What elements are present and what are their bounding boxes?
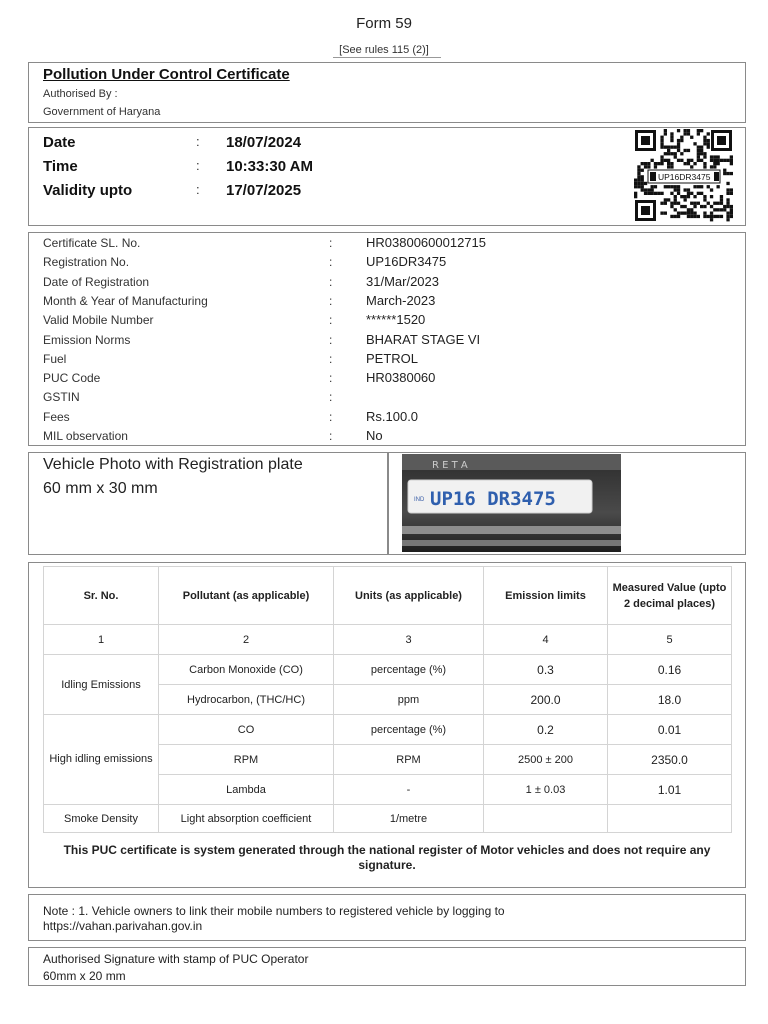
emissions-table bbox=[43, 566, 732, 833]
authority-name: Government of Haryana bbox=[43, 106, 161, 118]
table-header-row bbox=[44, 567, 732, 625]
detail-label: GSTIN bbox=[43, 390, 80, 404]
detail-label: Month & Year of Manufacturing bbox=[43, 294, 208, 308]
unit-cell: - bbox=[334, 775, 484, 805]
group-smoke-density: Smoke Density bbox=[44, 805, 159, 833]
detail-colon: : bbox=[329, 275, 333, 289]
detail-colon: : bbox=[329, 333, 333, 347]
detail-value: PETROL bbox=[366, 351, 419, 366]
detail-value: March-2023 bbox=[366, 293, 436, 308]
column-number: 1 bbox=[44, 625, 159, 655]
column-number: 2 bbox=[159, 625, 334, 655]
detail-label: Date of Registration bbox=[43, 275, 150, 289]
detail-label: Fuel bbox=[43, 352, 67, 366]
validity-label: Validity upto bbox=[43, 182, 133, 199]
signature-line-2: 60mm x 20 mm bbox=[43, 969, 126, 983]
note-text bbox=[43, 904, 505, 934]
note-line-1: Note : 1. Vehicle owners to link their mobile numbers to registered vehicle by logging to bbox=[43, 904, 505, 918]
validity-value: 17/07/2025 bbox=[226, 182, 302, 199]
detail-colon: : bbox=[329, 236, 333, 250]
detail-value: Rs.100.0 bbox=[366, 409, 419, 424]
qr-code-icon bbox=[634, 129, 733, 222]
pollutant-cell: Lambda bbox=[159, 775, 334, 805]
svg-text:R E T A: R E T A bbox=[432, 460, 468, 471]
registration-plate-text: UP16 DR3475 bbox=[430, 488, 556, 510]
header-measured: Measured Value (upto 2 decimal places) bbox=[608, 567, 732, 625]
detail-value: BHARAT STAGE VI bbox=[366, 332, 481, 347]
detail-colon: : bbox=[329, 410, 333, 424]
header-pollutant: Pollutant (as applicable) bbox=[159, 567, 334, 625]
detail-value: HR03800600012715 bbox=[366, 235, 486, 250]
column-number: 5 bbox=[608, 625, 732, 655]
detail-label: Fees bbox=[43, 410, 70, 424]
detail-colon: : bbox=[329, 429, 333, 443]
measured-cell: 1.01 bbox=[608, 775, 732, 805]
validity-colon: : bbox=[196, 182, 200, 197]
column-number: 4 bbox=[484, 625, 608, 655]
limit-cell: 1 ± 0.03 bbox=[484, 775, 608, 805]
detail-value: UP16DR3475 bbox=[366, 254, 447, 269]
table-row bbox=[44, 805, 732, 833]
detail-label: Certificate SL. No. bbox=[43, 236, 141, 250]
measured-cell bbox=[608, 805, 732, 833]
limit-cell: 200.0 bbox=[484, 685, 608, 715]
detail-colon: : bbox=[329, 352, 333, 366]
detail-colon: : bbox=[329, 294, 333, 308]
form-title: Form 59 bbox=[356, 15, 412, 32]
authorised-by-label: Authorised By : bbox=[43, 88, 118, 100]
plate-country-code: IND bbox=[414, 497, 425, 503]
certificate-title: Pollution Under Control Certificate bbox=[43, 66, 290, 83]
group-idling-emissions: Idling Emissions bbox=[44, 655, 159, 715]
limit-cell: 0.3 bbox=[484, 655, 608, 685]
unit-cell: 1/metre bbox=[334, 805, 484, 833]
pollutant-cell: CO bbox=[159, 715, 334, 745]
unit-cell: percentage (%) bbox=[334, 655, 484, 685]
detail-label: MIL observation bbox=[43, 429, 128, 443]
detail-colon: : bbox=[329, 255, 333, 269]
pollutant-cell: Hydrocarbon, (THC/HC) bbox=[159, 685, 334, 715]
time-label: Time bbox=[43, 158, 78, 175]
measured-cell: 0.16 bbox=[608, 655, 732, 685]
pollutant-cell: Carbon Monoxide (CO) bbox=[159, 655, 334, 685]
signature-line-1: Authorised Signature with stamp of PUC Operator bbox=[43, 952, 309, 966]
measured-cell: 2350.0 bbox=[608, 745, 732, 775]
pollutant-cell: Light absorption coefficient bbox=[159, 805, 334, 833]
unit-cell: RPM bbox=[334, 745, 484, 775]
form-rules: [See rules 115 (2)] bbox=[339, 44, 429, 56]
column-number-row bbox=[44, 625, 732, 655]
time-value: 10:33:30 AM bbox=[226, 158, 313, 175]
detail-label: Registration No. bbox=[43, 255, 130, 269]
photo-divider bbox=[387, 452, 389, 555]
signature-text bbox=[43, 951, 308, 985]
date-value: 18/07/2024 bbox=[226, 134, 302, 151]
table-row bbox=[44, 715, 732, 745]
detail-colon: : bbox=[329, 390, 333, 404]
time-colon: : bbox=[196, 158, 200, 173]
limit-cell bbox=[484, 805, 608, 833]
vahan-link[interactable]: https://vahan.parivahan.gov.in bbox=[43, 919, 203, 933]
unit-cell: ppm bbox=[334, 685, 484, 715]
pollutant-cell: RPM bbox=[159, 745, 334, 775]
header-limits: Emission limits bbox=[484, 567, 608, 625]
header-units: Units (as applicable) bbox=[334, 567, 484, 625]
limit-cell: 0.2 bbox=[484, 715, 608, 745]
measured-cell: 0.01 bbox=[608, 715, 732, 745]
group-high-idling-emissions: High idling emissions bbox=[44, 715, 159, 805]
detail-value: HR0380060 bbox=[366, 370, 436, 385]
unit-cell: percentage (%) bbox=[334, 715, 484, 745]
table-row bbox=[44, 655, 732, 685]
limit-cell: 2500 ± 200 bbox=[484, 745, 608, 775]
detail-colon: : bbox=[329, 313, 333, 327]
photo-label-line2: 60 mm x 30 mm bbox=[43, 480, 158, 497]
qr-code-text: UP16DR3475 bbox=[658, 172, 711, 182]
detail-label: PUC Code bbox=[43, 371, 101, 385]
column-number: 3 bbox=[334, 625, 484, 655]
vehicle-photo bbox=[402, 454, 621, 552]
detail-label: Emission Norms bbox=[43, 333, 131, 347]
detail-value: ******1520 bbox=[366, 312, 426, 327]
measured-cell: 18.0 bbox=[608, 685, 732, 715]
photo-label-line1: Vehicle Photo with Registration plate bbox=[43, 456, 303, 473]
system-generated-notice: This PUC certificate is system generated through the national register of Motor vehicles and does not require any signature. bbox=[63, 843, 711, 872]
detail-colon: : bbox=[329, 371, 333, 385]
detail-label: Valid Mobile Number bbox=[43, 313, 154, 327]
detail-value: 31/Mar/2023 bbox=[366, 274, 439, 289]
date-label: Date bbox=[43, 134, 76, 151]
rules-divider bbox=[333, 57, 441, 58]
detail-value: No bbox=[366, 428, 383, 443]
header-sr-no: Sr. No. bbox=[44, 567, 159, 625]
date-colon: : bbox=[196, 134, 200, 149]
